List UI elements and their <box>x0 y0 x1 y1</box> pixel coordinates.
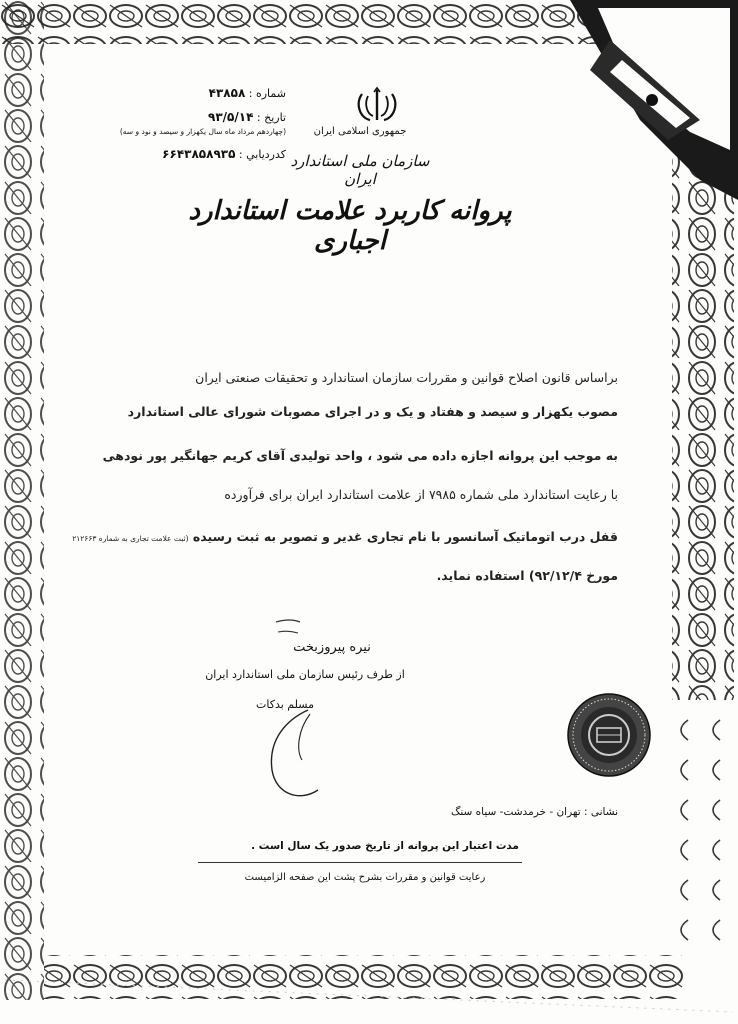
body-line-5 <box>72 529 618 544</box>
certificate-title: پروانه کاربرد علامت استاندارد اجباری <box>188 196 512 256</box>
address-text: نشانی : تهران - خرمدشت- سیاه سنگ <box>450 806 618 818</box>
signatory-role: از طرف رئیس سازمان ملی استاندارد ایران <box>205 668 405 681</box>
body-line-4: با رعایت استاندارد ملی شماره ۷۹۸۵ از علامت استاندارد ایران برای فرآورده <box>224 487 618 502</box>
iran-emblem-icon <box>352 86 402 126</box>
validity-notice: مدت اعتبار این پروانه از تاریخ صدور یک سال است . <box>251 840 519 852</box>
number-row <box>209 86 286 100</box>
divider-line <box>198 862 522 863</box>
flag-corner-graphic <box>570 0 738 200</box>
country-name: جمهوری اسلامی ایران <box>313 126 407 137</box>
tracking-code-value: ۶۶۴۳۸۵۸۹۳۵ <box>162 147 236 161</box>
body-line-1: براساس قانون اصلاح قوانین و مقررات سازمان استاندارد و تحقیقات صنعتی ایران <box>195 370 618 385</box>
compliance-notice: رعایت قوانین و مقررات بشرح پشت این صفحه الزامیست <box>244 872 486 883</box>
date-value: ۹۳/۵/۱۴ <box>208 110 254 124</box>
trademark-note: (ثبت علامت تجاری به شماره ۲۱۲۶۶۳ <box>72 534 189 543</box>
date-row <box>208 110 286 124</box>
date-label: تاریخ : <box>256 111 286 124</box>
body-line-6: مورخ ۹۲/۱۲/۴) استفاده نماید. <box>436 568 618 583</box>
number-value: ۴۳۸۵۸ <box>208 86 246 100</box>
tracking-code-row <box>162 147 286 161</box>
product-description: قفل درب اتوماتیک آسانسور با نام تجاری غدیر و تصویر به ثبت رسیده <box>192 529 618 544</box>
signatory-behalf: مسلم بدکات <box>256 698 314 711</box>
body-line-3: به موجب این پروانه اجازه داده می شود ، واحد تولیدی آقای کریم جهانگیر پور نودهی <box>102 448 618 463</box>
organization-name: سازمان ملی استاندارد ایران <box>290 152 430 188</box>
number-label: شماره : <box>248 87 286 100</box>
date-in-words: (چهاردهم مرداد ماه سال یکهزار و سیصد و نود و سه) <box>119 127 286 136</box>
tracking-code-label: کدرديابي : <box>238 148 286 161</box>
signatory-name: نیره پیروزبخت <box>293 640 371 655</box>
body-line-2: مصوب یکهزار و سیصد و هفتاد و یک و در اجرای مصوبات شورای عالی استاندارد <box>127 404 618 419</box>
official-seal-stamp <box>566 692 652 778</box>
